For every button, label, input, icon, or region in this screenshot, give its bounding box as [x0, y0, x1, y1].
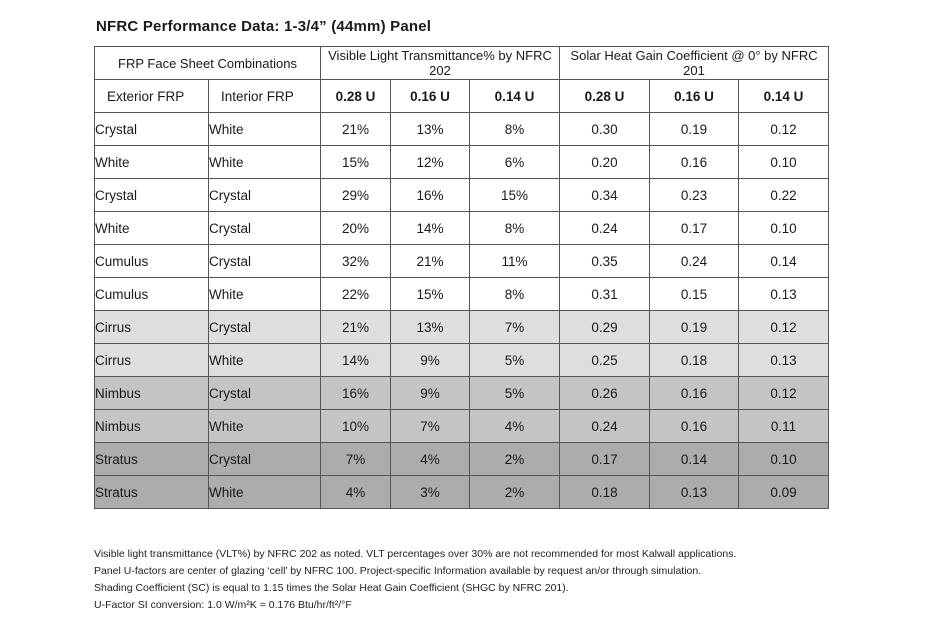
- cell-shgc-014u: 0.10: [739, 146, 829, 179]
- cell-shgc-014u: 0.13: [739, 344, 829, 377]
- cell-vlt-016u: 3%: [391, 476, 470, 509]
- cell-interior-frp: Crystal: [209, 179, 321, 212]
- cell-vlt-028u: 14%: [321, 344, 391, 377]
- cell-vlt-016u: 4%: [391, 443, 470, 476]
- footnote-si-conversion: U-Factor SI conversion: 1.0 W/m²K = 0.176 Btu/hr/ft²/°F: [94, 599, 352, 611]
- cell-vlt-014u: 8%: [470, 113, 560, 146]
- cell-shgc-028u: 0.24: [560, 212, 650, 245]
- column-header-vlt-028u: 0.28 U: [321, 80, 391, 113]
- cell-vlt-016u: 15%: [391, 278, 470, 311]
- footnote-u-factor: Panel U-factors are center of glazing ‘cell’ by NFRC 100. Project-specific Information available by request an/or through simulation.: [94, 565, 702, 577]
- cell-shgc-028u: 0.31: [560, 278, 650, 311]
- cell-shgc-016u: 0.18: [650, 344, 739, 377]
- cell-vlt-028u: 22%: [321, 278, 391, 311]
- cell-vlt-014u: 4%: [470, 410, 560, 443]
- cell-shgc-016u: 0.13: [650, 476, 739, 509]
- cell-exterior-frp: Crystal: [95, 179, 209, 212]
- cell-exterior-frp: Crystal: [95, 113, 209, 146]
- footnotes: [94, 546, 736, 614]
- cell-exterior-frp: Nimbus: [95, 377, 209, 410]
- cell-vlt-016u: 21%: [391, 245, 470, 278]
- table-row: [95, 278, 829, 311]
- cell-shgc-016u: 0.19: [650, 113, 739, 146]
- cell-vlt-016u: 9%: [391, 377, 470, 410]
- cell-exterior-frp: Cirrus: [95, 311, 209, 344]
- cell-exterior-frp: White: [95, 146, 209, 179]
- cell-vlt-014u: 8%: [470, 212, 560, 245]
- cell-exterior-frp: White: [95, 212, 209, 245]
- table-row: [95, 476, 829, 509]
- cell-vlt-016u: 9%: [391, 344, 470, 377]
- cell-exterior-frp: Nimbus: [95, 410, 209, 443]
- column-header-vlt-014u: 0.14 U: [470, 80, 560, 113]
- cell-vlt-028u: 32%: [321, 245, 391, 278]
- page-title: NFRC Performance Data: 1-3/4” (44mm) Panel: [96, 18, 432, 35]
- cell-shgc-028u: 0.25: [560, 344, 650, 377]
- column-header-shgc-028u: 0.28 U: [560, 80, 650, 113]
- cell-shgc-014u: 0.14: [739, 245, 829, 278]
- cell-vlt-028u: 16%: [321, 377, 391, 410]
- cell-interior-frp: Crystal: [209, 443, 321, 476]
- cell-exterior-frp: Cumulus: [95, 245, 209, 278]
- cell-vlt-028u: 7%: [321, 443, 391, 476]
- cell-shgc-016u: 0.24: [650, 245, 739, 278]
- column-header-vlt-016u: 0.16 U: [391, 80, 470, 113]
- table-row: [95, 212, 829, 245]
- cell-interior-frp: Crystal: [209, 311, 321, 344]
- cell-shgc-014u: 0.22: [739, 179, 829, 212]
- table-row: [95, 344, 829, 377]
- cell-shgc-014u: 0.09: [739, 476, 829, 509]
- cell-shgc-028u: 0.20: [560, 146, 650, 179]
- footnote-shading-coefficient: Shading Coefficient (SC) is equal to 1.15 times the Solar Heat Gain Coefficient (SHGC by NFRC 201).: [94, 582, 569, 594]
- cell-shgc-014u: 0.10: [739, 212, 829, 245]
- cell-interior-frp: White: [209, 278, 321, 311]
- table-row: [95, 311, 829, 344]
- cell-vlt-016u: 13%: [391, 113, 470, 146]
- cell-vlt-014u: 5%: [470, 377, 560, 410]
- performance-table: [94, 46, 829, 509]
- table-row: [95, 410, 829, 443]
- cell-shgc-028u: 0.24: [560, 410, 650, 443]
- cell-vlt-014u: 2%: [470, 476, 560, 509]
- cell-vlt-014u: 2%: [470, 443, 560, 476]
- cell-interior-frp: Crystal: [209, 377, 321, 410]
- cell-vlt-014u: 7%: [470, 311, 560, 344]
- table-row: [95, 179, 829, 212]
- table-row: [95, 245, 829, 278]
- cell-vlt-028u: 20%: [321, 212, 391, 245]
- cell-exterior-frp: Cirrus: [95, 344, 209, 377]
- table-row: [95, 113, 829, 146]
- footnote-vlt: Visible light transmittance (VLT%) by NFRC 202 as noted. VLT percentages over 30% are not recommended for most Kalwall applications.: [94, 548, 737, 560]
- column-header-exterior-frp: Exterior FRP: [95, 80, 209, 113]
- cell-shgc-028u: 0.29: [560, 311, 650, 344]
- cell-interior-frp: Crystal: [209, 245, 321, 278]
- cell-vlt-028u: 15%: [321, 146, 391, 179]
- cell-vlt-028u: 29%: [321, 179, 391, 212]
- cell-shgc-028u: 0.26: [560, 377, 650, 410]
- cell-shgc-014u: 0.13: [739, 278, 829, 311]
- header-shgc: Solar Heat Gain Coefficient @ 0° by NFRC 201: [560, 47, 829, 80]
- cell-shgc-016u: 0.16: [650, 146, 739, 179]
- cell-vlt-014u: 5%: [470, 344, 560, 377]
- column-header-interior-frp: Interior FRP: [209, 80, 321, 113]
- cell-vlt-014u: 15%: [470, 179, 560, 212]
- cell-vlt-028u: 21%: [321, 113, 391, 146]
- cell-shgc-016u: 0.16: [650, 410, 739, 443]
- cell-shgc-028u: 0.17: [560, 443, 650, 476]
- cell-shgc-016u: 0.14: [650, 443, 739, 476]
- column-header-shgc-014u: 0.14 U: [739, 80, 829, 113]
- cell-shgc-014u: 0.12: [739, 377, 829, 410]
- cell-shgc-016u: 0.16: [650, 377, 739, 410]
- cell-exterior-frp: Cumulus: [95, 278, 209, 311]
- cell-vlt-014u: 6%: [470, 146, 560, 179]
- cell-vlt-014u: 8%: [470, 278, 560, 311]
- header-vlt: Visible Light Transmittance% by NFRC 202: [321, 47, 560, 80]
- cell-interior-frp: White: [209, 146, 321, 179]
- cell-vlt-016u: 13%: [391, 311, 470, 344]
- table-row: [95, 377, 829, 410]
- cell-exterior-frp: Stratus: [95, 443, 209, 476]
- cell-shgc-028u: 0.30: [560, 113, 650, 146]
- cell-shgc-014u: 0.12: [739, 113, 829, 146]
- cell-interior-frp: White: [209, 344, 321, 377]
- table-row: [95, 443, 829, 476]
- header-frp-combinations: FRP Face Sheet Combinations: [95, 47, 321, 80]
- cell-interior-frp: Crystal: [209, 212, 321, 245]
- cell-shgc-014u: 0.11: [739, 410, 829, 443]
- cell-shgc-014u: 0.12: [739, 311, 829, 344]
- cell-vlt-016u: 14%: [391, 212, 470, 245]
- cell-shgc-016u: 0.19: [650, 311, 739, 344]
- cell-shgc-016u: 0.23: [650, 179, 739, 212]
- cell-interior-frp: White: [209, 476, 321, 509]
- cell-interior-frp: White: [209, 113, 321, 146]
- cell-vlt-016u: 7%: [391, 410, 470, 443]
- group-header-row: [95, 47, 829, 80]
- cell-vlt-016u: 12%: [391, 146, 470, 179]
- cell-vlt-028u: 4%: [321, 476, 391, 509]
- cell-shgc-016u: 0.15: [650, 278, 739, 311]
- cell-vlt-028u: 21%: [321, 311, 391, 344]
- column-header-shgc-016u: 0.16 U: [650, 80, 739, 113]
- cell-shgc-014u: 0.10: [739, 443, 829, 476]
- cell-shgc-028u: 0.34: [560, 179, 650, 212]
- cell-shgc-028u: 0.18: [560, 476, 650, 509]
- cell-vlt-014u: 11%: [470, 245, 560, 278]
- cell-exterior-frp: Stratus: [95, 476, 209, 509]
- cell-vlt-028u: 10%: [321, 410, 391, 443]
- cell-vlt-016u: 16%: [391, 179, 470, 212]
- cell-shgc-028u: 0.35: [560, 245, 650, 278]
- cell-interior-frp: White: [209, 410, 321, 443]
- cell-shgc-016u: 0.17: [650, 212, 739, 245]
- table-row: [95, 146, 829, 179]
- column-header-row: [95, 80, 829, 113]
